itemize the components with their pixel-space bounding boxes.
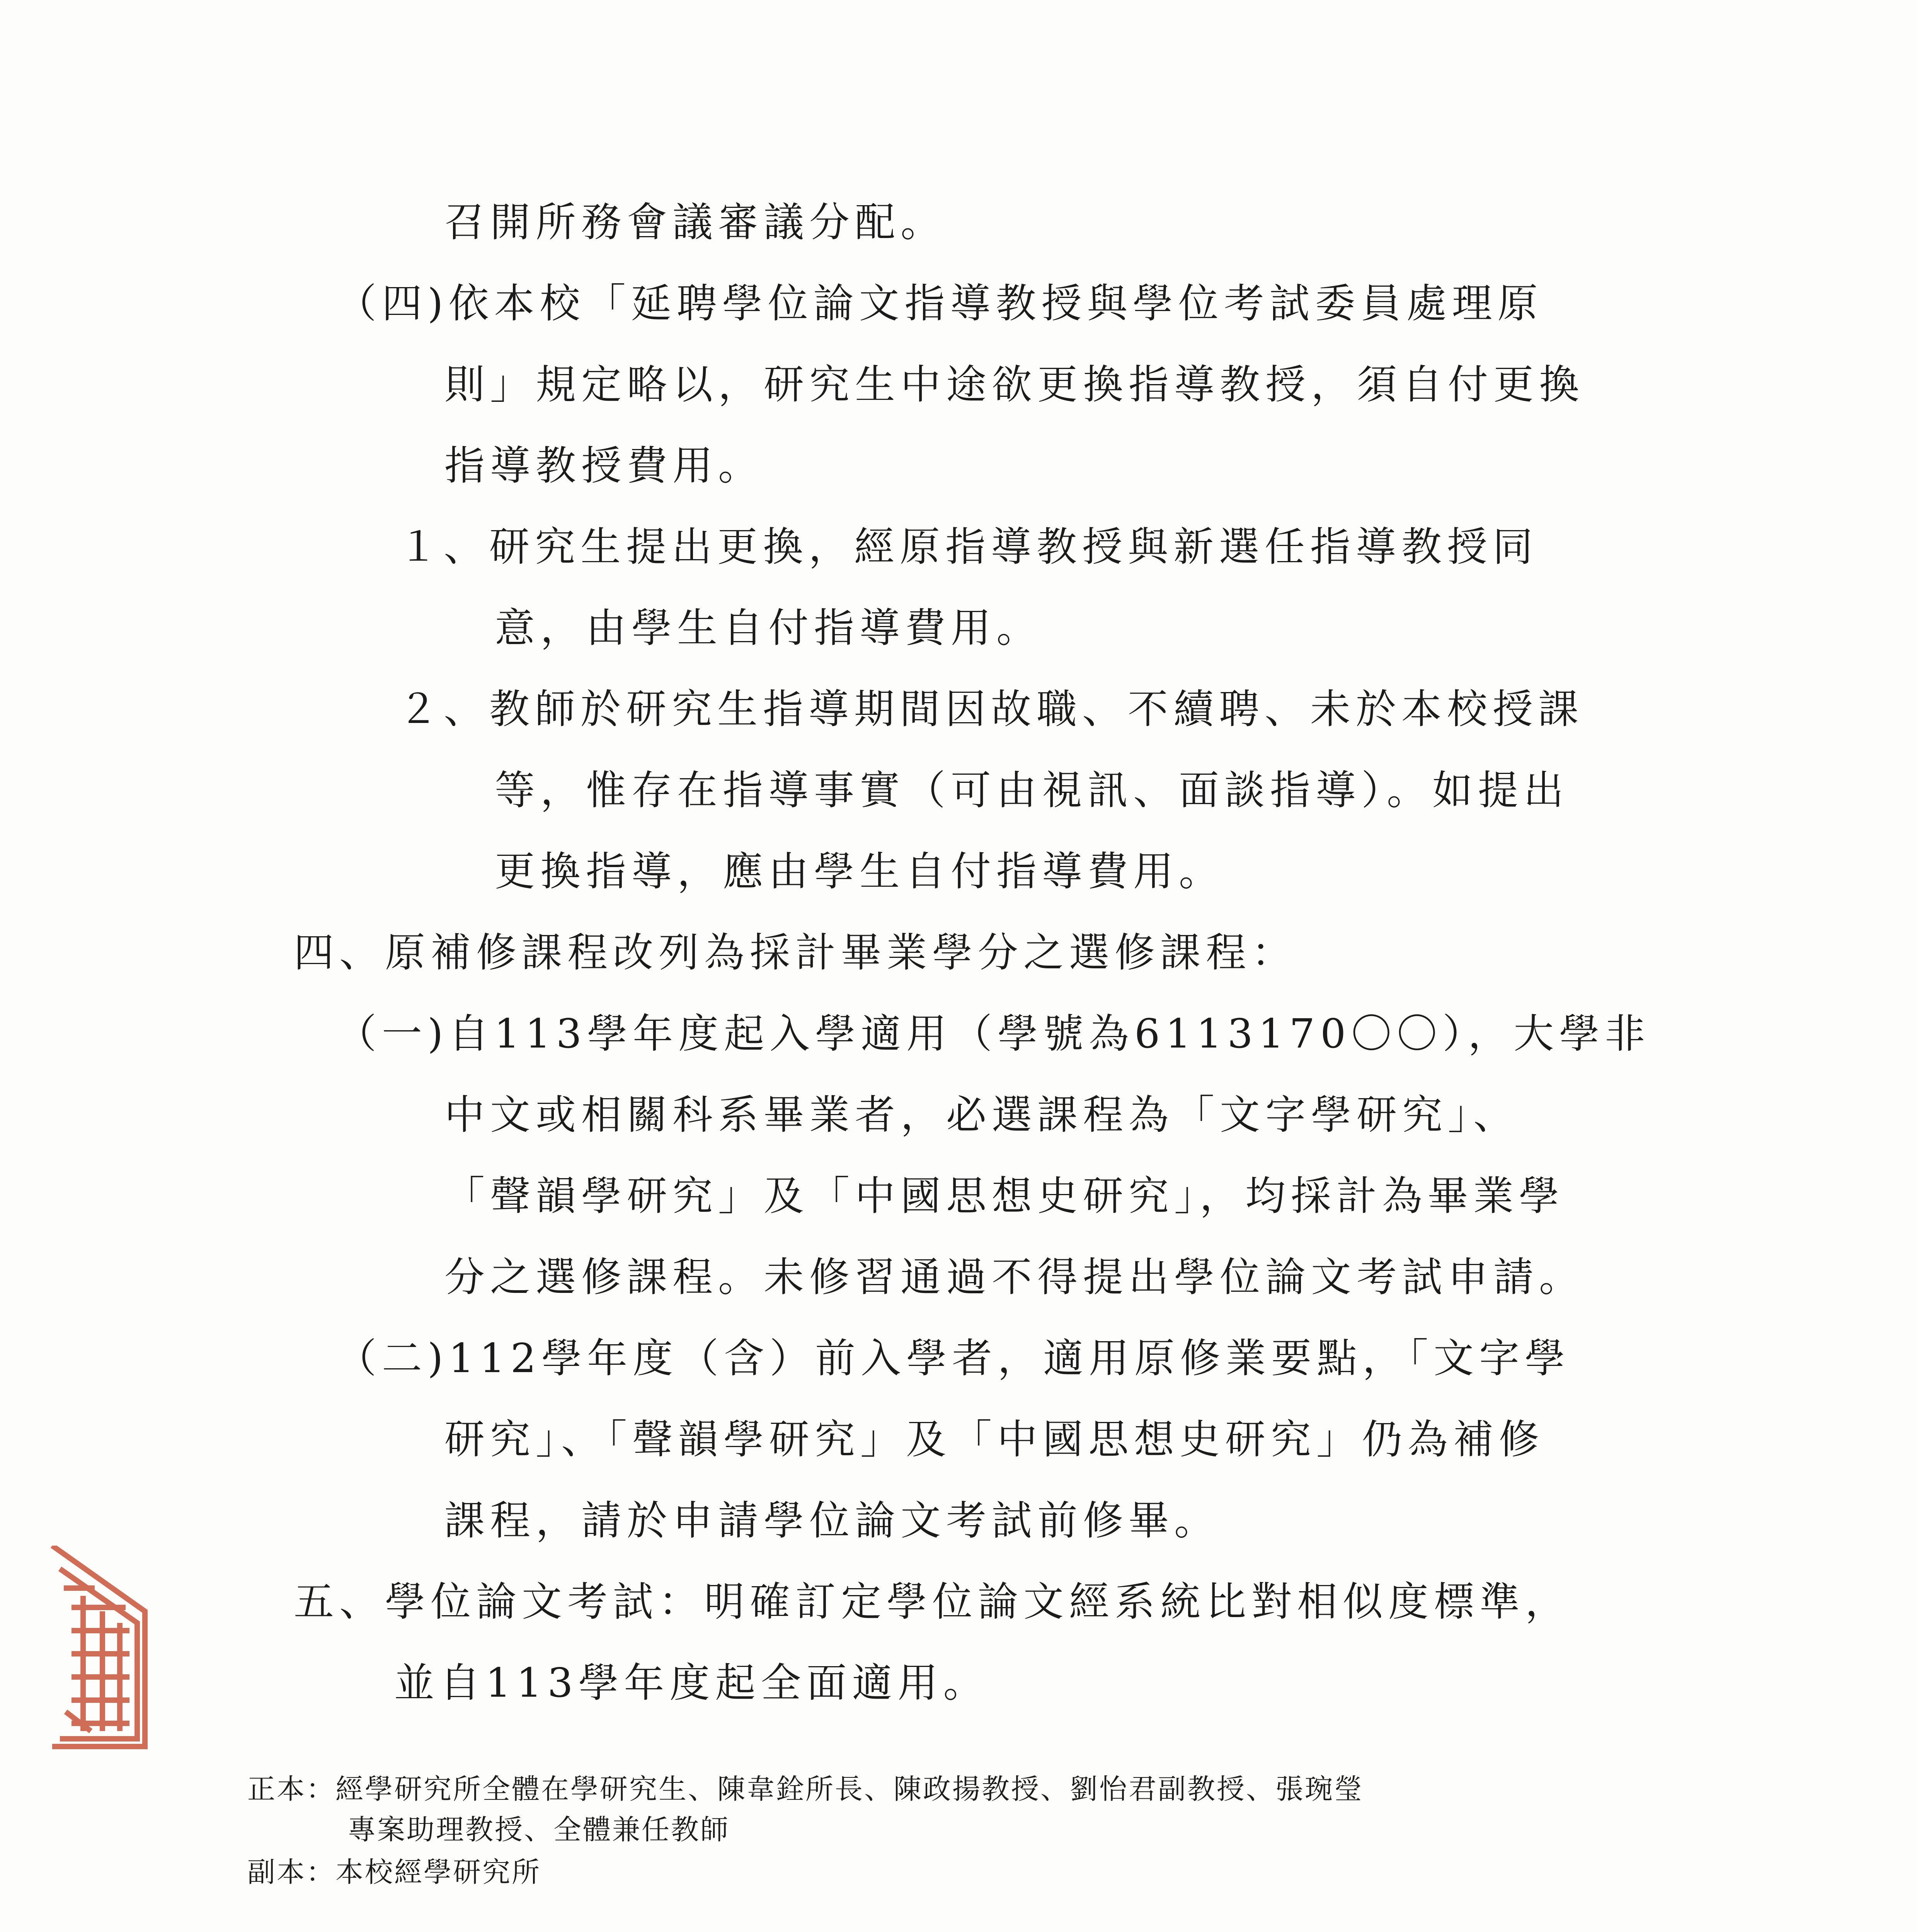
body-line-4: 指導教授費用。 bbox=[444, 442, 764, 489]
body-line-7: ２、教師於研究生指導期間因故職、不續聘、未於本校授課 bbox=[398, 685, 1584, 733]
body-line-11: （一)自113學年度起入學適用（學號為6113170〇〇），大學非 bbox=[336, 1010, 1651, 1057]
body-line-14: 分之選修課程。未修習通過不得提出學位論文考試申請。 bbox=[444, 1253, 1585, 1301]
distribution-copy: 副本：本校經學研究所 bbox=[247, 1856, 541, 1888]
body-line-5: １、研究生提出更換，經原指導教授與新選任指導教授同 bbox=[398, 523, 1539, 570]
seal-stamp-icon bbox=[48, 1546, 153, 1750]
body-line-13: 「聲韻學研究」及「中國思想史研究」，均採計為畢業學 bbox=[444, 1172, 1565, 1219]
body-line-6: 意，由學生自付指導費用。 bbox=[495, 604, 1042, 651]
body-line-8: 等，惟存在指導事實（可由視訊、面談指導）。如提出 bbox=[495, 767, 1570, 814]
body-line-3: 則」規定略以，研究生中途欲更換指導教授，須自付更換 bbox=[444, 361, 1585, 408]
body-line-18: 五、學位論文考試：明確訂定學位論文經系統比對相似度標準， bbox=[294, 1578, 1571, 1625]
body-line-10: 四、原補修課程改列為採計畢業學分之選修課程： bbox=[294, 929, 1297, 976]
body-line-17: 課程，請於申請學位論文考試前修畢。 bbox=[444, 1497, 1220, 1544]
body-line-2: （四)依本校「延聘學位論文指導教授與學位考試委員處理原 bbox=[336, 280, 1543, 327]
body-line-12: 中文或相關科系畢業者，必選課程為「文字學研究」、 bbox=[444, 1091, 1519, 1138]
body-line-16: 研究」、「聲韻學研究」及「中國思想史研究」仍為補修 bbox=[444, 1416, 1545, 1463]
body-line-19: 並自113學年度起全面適用。 bbox=[394, 1659, 989, 1706]
body-line-15: （二)112學年度（含）前入學者，適用原修業要點，「文字學 bbox=[336, 1335, 1571, 1382]
body-line-9: 更換指導，應由學生自付指導費用。 bbox=[495, 848, 1225, 895]
distribution-original-1: 正本：經學研究所全體在學研究生、陳韋銓所長、陳政揚教授、劉怡君副教授、張琬瑩 bbox=[247, 1773, 1364, 1805]
body-line-1: 召開所務會議審議分配。 bbox=[444, 199, 947, 246]
distribution-original-2: 專案助理教授、全體兼任教師 bbox=[348, 1813, 730, 1846]
